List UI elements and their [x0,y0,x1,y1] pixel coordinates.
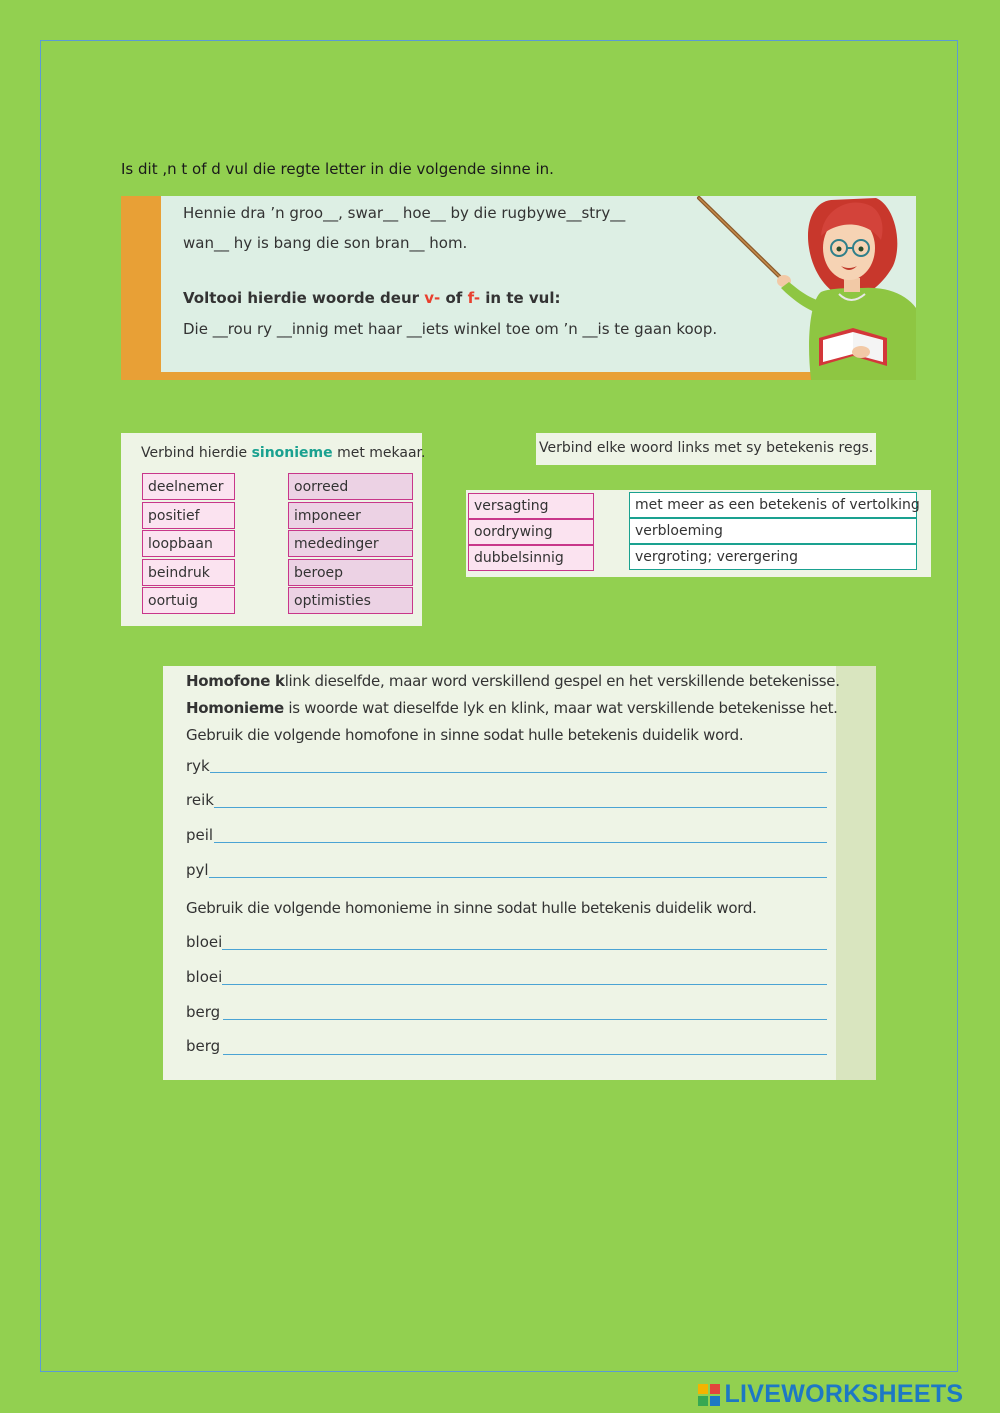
meaning-definition[interactable]: verbloeming [629,518,917,544]
meaning-word[interactable]: dubbelsinnig [468,545,594,571]
homonym-word: berg [186,1037,221,1055]
liveworksheets-icon [698,1384,720,1406]
answer-line[interactable] [223,1054,827,1055]
homophone-word: peil [186,826,214,844]
synonym-word[interactable]: oortuig [142,587,235,614]
exercise-sentence-3: Die __rou ry __innig met haar __iets winkel toe om ’n __is te gaan koop. [183,320,718,338]
meaning-word[interactable]: oordrywing [468,519,594,545]
answer-line[interactable] [209,877,827,878]
homophone-word: reik [186,791,214,809]
synonyms-exercise [121,433,426,626]
meanings-left-column [468,493,594,571]
meaning-definition[interactable]: vergroting; verergering [629,544,917,570]
synonyms-title: Verbind hierdie sinonieme met mekaar. [141,445,426,461]
instruction-text: Is dit ,n t of d vul die regte letter in die volgende sinne in. [121,160,554,178]
synonym-match[interactable]: oorreed [288,473,413,500]
homonym-word: bloei [186,968,223,986]
chalkboard-exercise [121,196,916,380]
liveworksheets-logo[interactable] [698,1380,963,1406]
synonym-word[interactable]: deelnemer [142,473,235,500]
homophones-side-bar [836,666,876,1080]
exercise-heading: Voltooi hierdie woorde deur v- of f- in te vul: [183,289,561,307]
teacher-illustration [681,196,916,380]
homophone-word: pyl [186,861,209,879]
synonym-word[interactable]: beindruk [142,559,235,586]
meanings-right-column [629,492,920,570]
answer-line[interactable] [223,1019,827,1020]
synonym-match[interactable]: beroep [288,559,413,586]
meanings-exercise [466,490,931,577]
meaning-word[interactable]: versagting [468,493,594,519]
exercise-sentence-2: wan__ hy is bang die son bran__ hom. [183,234,468,252]
exercise-sentence-1: Hennie dra ’n groo__, swar__ hoe__ by die rugbywe__stry__ [183,204,626,222]
meanings-title: Verbind elke woord links met sy betekenis regs. [536,433,876,465]
synonyms-right-column [288,473,413,616]
homophone-word: ryk [186,757,210,775]
answer-line[interactable] [210,772,827,773]
synonym-match[interactable]: imponeer [288,502,413,529]
answer-line[interactable] [222,949,827,950]
synonym-match[interactable]: optimisties [288,587,413,614]
answer-line[interactable] [214,842,827,843]
synonym-word[interactable]: positief [142,502,235,529]
homonym-word: bloei [186,933,223,951]
homonyms-instruction: Gebruik die volgende homonieme in sinne sodat hulle betekenis duidelik word. [186,899,757,917]
meaning-definition[interactable]: met meer as een betekenis of vertolking [629,492,917,518]
homophones-exercise [163,666,876,1080]
homonym-word: berg [186,1003,221,1021]
homonyms-definition: Homonieme is woorde wat dieselfde lyk en klink, maar wat verskillende betekenisse het. [186,699,838,717]
synonym-word[interactable]: loopbaan [142,530,235,557]
homophones-definition: Homofone klink dieselfde, maar word verskillend gespel en het verskillende betekenisse. [186,672,840,690]
answer-line[interactable] [214,807,827,808]
liveworksheets-wordmark: LIVEWORKSHEETS [724,1380,964,1408]
answer-line[interactable] [222,984,827,985]
synonyms-left-column [142,473,235,616]
synonym-match[interactable]: mededinger [288,530,413,557]
homophones-instruction: Gebruik die volgende homofone in sinne sodat hulle betekenis duidelik word. [186,726,744,744]
